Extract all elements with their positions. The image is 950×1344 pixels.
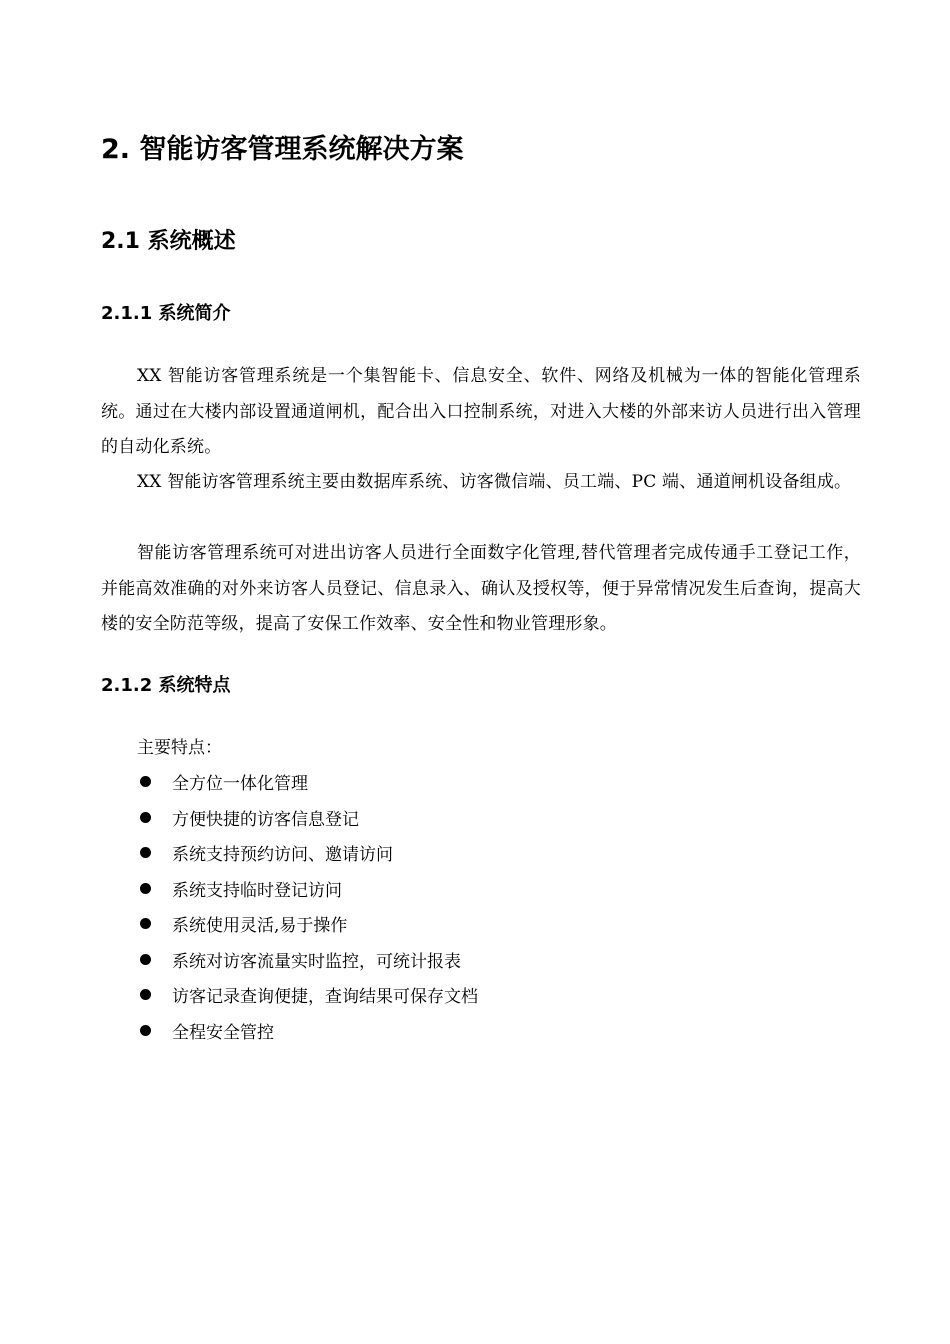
subsection-heading-features: 2.1.2 系统特点 (101, 675, 231, 696)
feature-label: 系统对访客流量实时监控，可统计报表 (172, 951, 461, 972)
bullet-icon (140, 989, 151, 1000)
feature-list (137, 764, 478, 1048)
list-item (137, 906, 478, 942)
bullet-icon (140, 883, 151, 894)
list-item (137, 1013, 478, 1049)
feature-label: 系统支持临时登记访问 (172, 880, 342, 901)
feature-label: 方便快捷的访客信息登记 (172, 809, 359, 830)
feature-label: 系统使用灵活,易于操作 (172, 916, 348, 937)
list-item (137, 800, 478, 836)
intro-paragraph-2: XX 智能访客管理系统主要由数据库系统、访客微信端、员工端、PC 端、通道闸机设备组成。 (137, 472, 852, 492)
intro-paragraph-3: 智能访客管理系统可对进出访客人员进行全面数字化管理,替代管理者完成传通手工登记工作，并能高效准确的对外来访客人员登记、信息录入、确认及授权等，便于异常情况发生后查询，提高大楼的安全防范等级，提高了安保工作效率、安全性和物业管理形象。 (101, 543, 861, 634)
bullet-icon (140, 918, 151, 929)
features-intro-label: 主要特点： (137, 738, 222, 758)
list-item (137, 764, 478, 800)
subsection-heading-intro: 2.1.1 系统简介 (101, 303, 231, 324)
bullet-icon (140, 812, 151, 823)
feature-label: 访客记录查询便捷，查询结果可保存文档 (172, 987, 478, 1008)
main-heading: 2. 智能访客管理系统解决方案 (101, 134, 464, 165)
feature-label: 系统支持预约访问、邀请访问 (172, 845, 393, 866)
feature-label: 全程安全管控 (172, 1022, 274, 1043)
intro-paragraph-1: XX 智能访客管理系统是一个集智能卡、信息安全、软件、网络及机械为一体的智能化管理系统。通过在大楼内部设置通道闸机，配合出入口控制系统，对进入大楼的外部来访人员进行出入管理的自动化系统。 (101, 366, 861, 457)
bullet-icon (140, 1025, 151, 1036)
list-item (137, 871, 478, 907)
section-heading-overview: 2.1 系统概述 (101, 229, 236, 254)
bullet-icon (140, 954, 151, 965)
bullet-icon (140, 847, 151, 858)
list-item (137, 835, 478, 871)
bullet-icon (140, 776, 151, 787)
list-item (137, 942, 478, 978)
list-item (137, 977, 478, 1013)
feature-label: 全方位一体化管理 (172, 774, 308, 795)
